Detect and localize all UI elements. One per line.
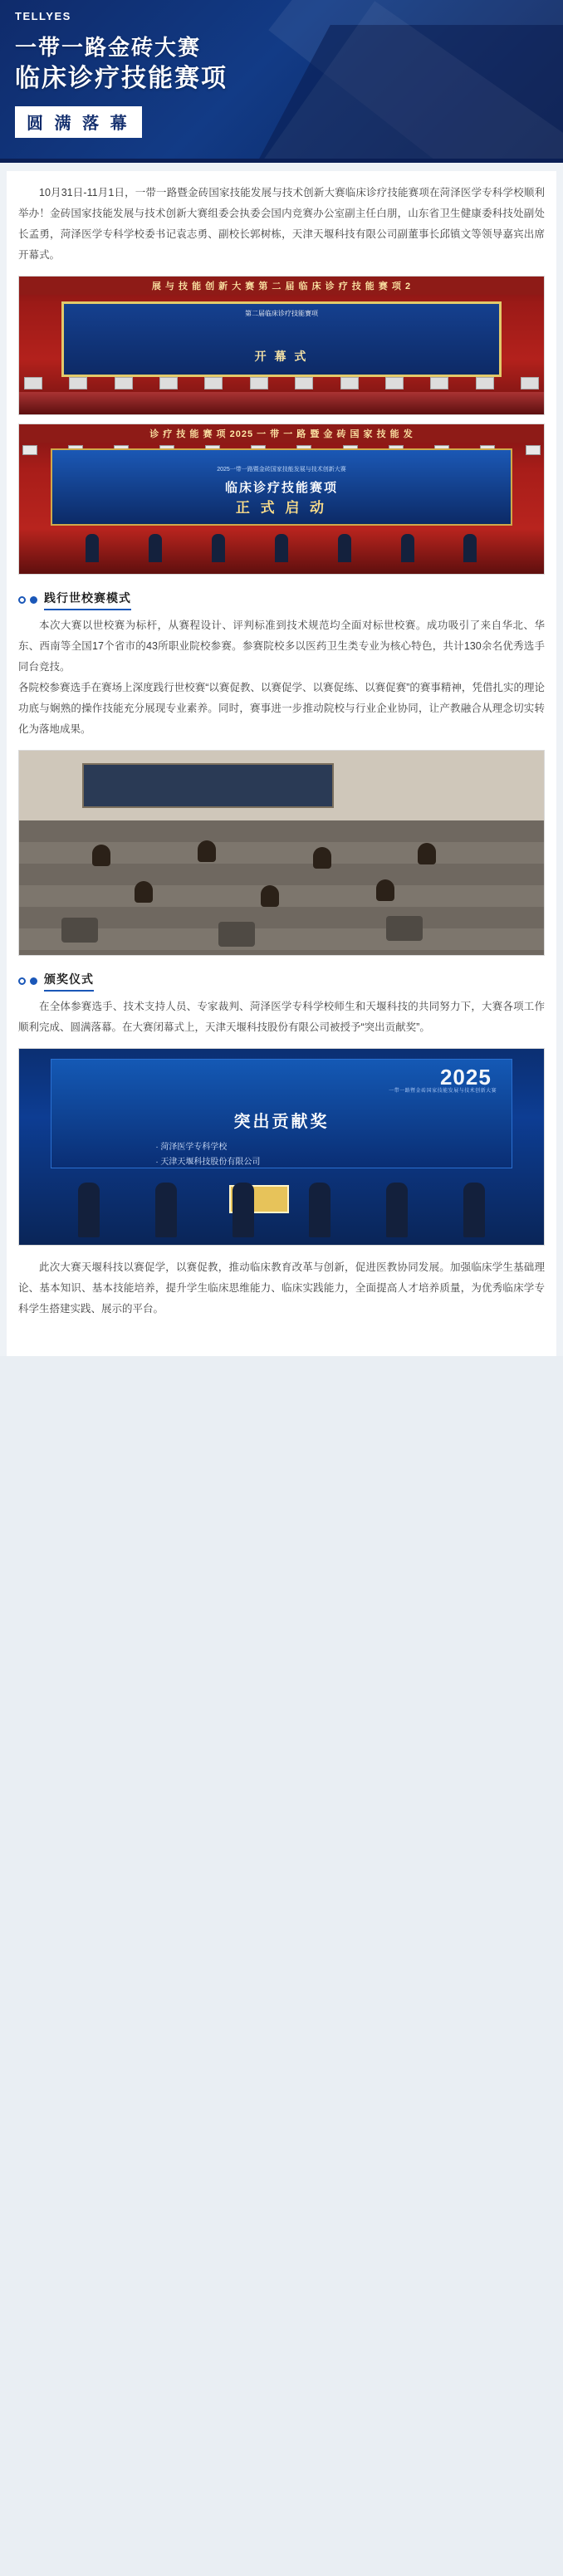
audience-chair xyxy=(386,916,423,941)
page-header xyxy=(0,0,563,163)
screen-headline-1: 开 幕 式 xyxy=(254,350,309,364)
photo-launch-ceremony xyxy=(18,424,545,575)
brand-logo: TELLYES xyxy=(15,10,71,22)
screen-caption-2: 2025一带一路暨金砖国家技能发展与技术创新大赛 xyxy=(217,466,346,473)
award-year: 2025 xyxy=(439,1064,492,1090)
closing-paragraph: 此次大赛天堰科技以赛促学，以赛促教，推动临床教育改革与创新，促进医教协同发展。加强临床学生基础理论、基本知识、基本技能培养，提升学生临床思维能力、临床实践能力，全面提高人才培养质量，为优秀临床学专科学生搭建实践、展示的平台。 xyxy=(18,1261,545,1315)
audience-chair xyxy=(218,922,255,947)
award-people xyxy=(51,1170,512,1237)
section-paragraph-2: 在全体参赛选手、技术支持人员、专家裁判、菏泽医学专科学校师生和天堰科技的共同努力下，大赛各项工作顺利完成、圆满落幕。在大赛闭幕式上，天津天堰科技股份有限公司被授予“突出贡献奖”。 xyxy=(18,1001,545,1033)
award-year-subtitle: 一带一路暨金砖国家技能发展与技术创新大赛 xyxy=(389,1088,497,1094)
photo-award-ceremony xyxy=(18,1048,545,1246)
header-underline xyxy=(0,159,563,163)
stage-people-2 xyxy=(61,529,502,562)
flag-row-1 xyxy=(19,377,544,392)
screen-headline-2: 正 式 启 动 xyxy=(235,500,328,517)
page-title-line-2: 临床诊疗技能赛项 xyxy=(15,65,228,93)
page-title-line-1: 一带一路金砖大赛 xyxy=(15,35,202,60)
award-recipient-1: · 菏泽医学专科学校 xyxy=(155,1142,228,1152)
award-recipient-2: · 天津天堰科技股份有限公司 xyxy=(155,1158,261,1168)
audience-person xyxy=(92,845,110,866)
page-title-badge: 圆 满 落 幕 xyxy=(15,106,142,138)
section-heading-2 xyxy=(18,971,545,992)
photo-opening-ceremony xyxy=(18,276,545,415)
circle-filled-icon xyxy=(30,596,37,604)
photo-banner-strip-1: 展 与 技 能 创 新 大 赛 第 二 届 临 床 诊 疗 技 能 赛 项 2 xyxy=(19,277,544,295)
photo-audience xyxy=(18,750,545,956)
award-title: 突出贡献奖 xyxy=(233,1112,330,1131)
audience-person xyxy=(313,847,331,869)
section-paragraph-1: 本次大赛以世校赛为标杆，从赛程设计、评判标准到技术规范均全面对标世校赛。成功吸引了来自华北、华东、西南等全国17个省市的43所职业院校参赛。参赛院校多以医药卫生类专业为核心特色，共计130余名优秀选手同台竞技。 各院校参赛选手在赛场上深度践行世校赛“以赛促教、以赛促学、以赛促练、以赛促赛”的赛事精神，凭借扎实的理论功底与娴熟的操作技能充分展现专业素养。同时，赛事进一步推动院校与行业企业协同，让产教融合从理念切实转化为落地成果。 xyxy=(18,620,545,735)
stage-floor-1 xyxy=(19,392,544,414)
stage-screen-2 xyxy=(51,448,512,526)
circle-outline-icon xyxy=(18,596,26,604)
header-title-group xyxy=(15,33,228,138)
section-heading-1 xyxy=(18,590,545,610)
circle-filled-icon xyxy=(30,977,37,985)
intro-paragraph: 10月31日-11月1日，一带一路暨金砖国家技能发展与技术创新大赛临床诊疗技能赛项在菏泽医学专科学校顺利举办！金砖国家技能发展与技术创新大赛组委会执委会国内竞赛办公室副主任白朋，山东省卫生健康委科技处副处长孟勇，菏泽医学专科学校委书记袁志勇、副校长郭树栋，天津天堰科技有限公司副董事长邱镇文等领导嘉宾出席开幕式。 xyxy=(18,187,545,261)
section-title-2: 颁奖仪式 xyxy=(44,971,94,992)
circle-outline-icon xyxy=(18,977,26,985)
screen-subtitle-1: 第二届临床诊疗技能赛项 xyxy=(245,309,318,317)
audience-person xyxy=(198,840,216,862)
audience-chair xyxy=(61,918,98,943)
photo-banner-strip-2: 诊 疗 技 能 赛 项 2025 一 带 一 路 暨 金 砖 国 家 技 能 发 xyxy=(19,424,544,443)
audience-person xyxy=(376,879,394,901)
section-bullet-icon xyxy=(18,596,37,604)
audience-person xyxy=(261,885,279,907)
footer-spacer xyxy=(18,1330,545,1343)
article-card xyxy=(7,171,556,1356)
audience-person xyxy=(418,843,436,864)
audience-person xyxy=(135,881,153,903)
screen-title-2: 临床诊疗技能赛项 xyxy=(224,480,338,495)
seat-rows xyxy=(19,820,544,955)
hall-screen xyxy=(82,763,334,808)
section-title-1: 践行世校赛模式 xyxy=(44,590,131,610)
section-bullet-icon xyxy=(18,977,37,985)
